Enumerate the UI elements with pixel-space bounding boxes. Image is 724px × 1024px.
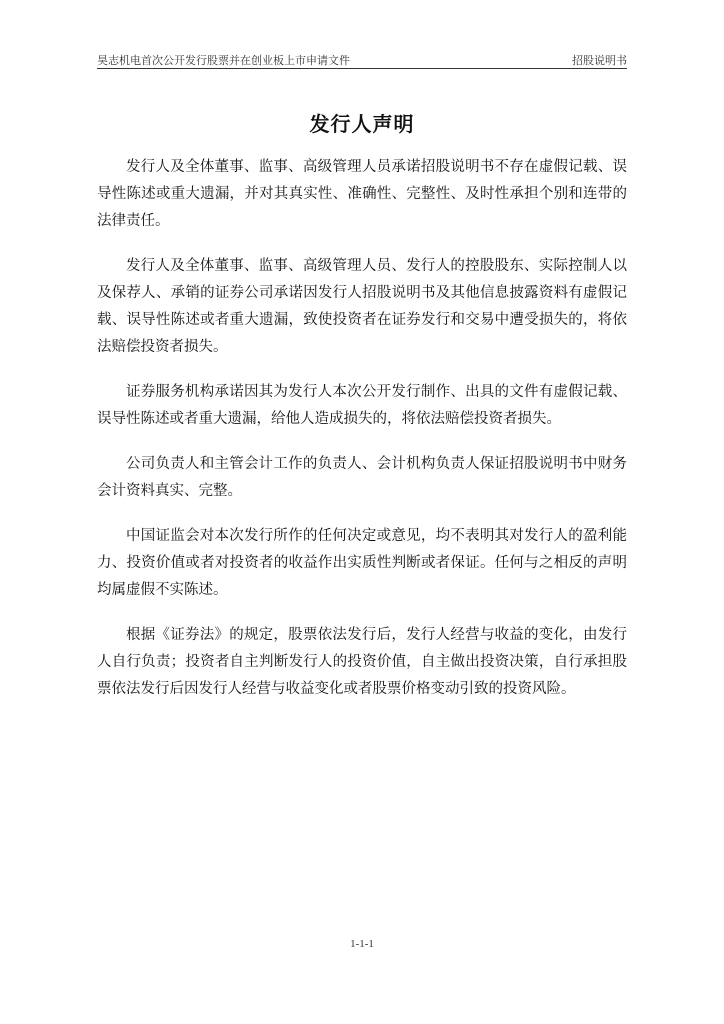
declaration-body [97, 154, 627, 721]
header-document-name: 昊志机电首次公开发行股票并在创业板上市申请文件 [97, 54, 350, 67]
paragraph-1: 发行人及全体董事、监事、高级管理人员承诺招股说明书不存在虚假记载、误导性陈述或重大遗漏，并对其真实性、准确性、完整性、及时性承担个别和连带的法律责任。 [97, 159, 627, 229]
paragraph-3: 证券服务机构承诺因其为发行人本次公开发行制作、出具的文件有虚假记载、误导性陈述或者重大遗漏，给他人造成损失的，将依法赔偿投资者损失。 [97, 384, 627, 427]
page-header [97, 50, 627, 68]
header-section-name: 招股说明书 [572, 54, 627, 67]
paragraph-4: 公司负责人和主管会计工作的负责人、会计机构负责人保证招股说明书中财务会计资料真实、完整。 [97, 456, 627, 499]
page-title: 发行人声明 [309, 112, 415, 136]
paragraph-6: 根据《证券法》的规定，股票依法发行后，发行人经营与收益的变化，由发行人自行负责；投资者自主判断发行人的投资价值，自主做出投资决策，自行承担股票依法发行后因发行人经营与收益变化或者股票价格变动引致的投资风险。 [97, 627, 627, 697]
paragraph-5: 中国证监会对本次发行所作的任何决定或意见，均不表明其对发行人的盈利能力、投资价值或者对投资者的收益作出实质性判断或者保证。任何与之相反的声明均属虚假不实陈述。 [97, 528, 627, 598]
page-number: 1-1-1 [350, 938, 374, 950]
paragraph-2: 发行人及全体董事、监事、高级管理人员、发行人的控股股东、实际控制人以及保荐人、承销的证券公司承诺因发行人招股说明书及其他信息披露资料有虚假记载、误导性陈述或者重大遗漏，致使投资者在证券发行和交易中遭受损失的，将依法赔偿投资者损失。 [97, 258, 627, 355]
header-divider [97, 68, 627, 69]
